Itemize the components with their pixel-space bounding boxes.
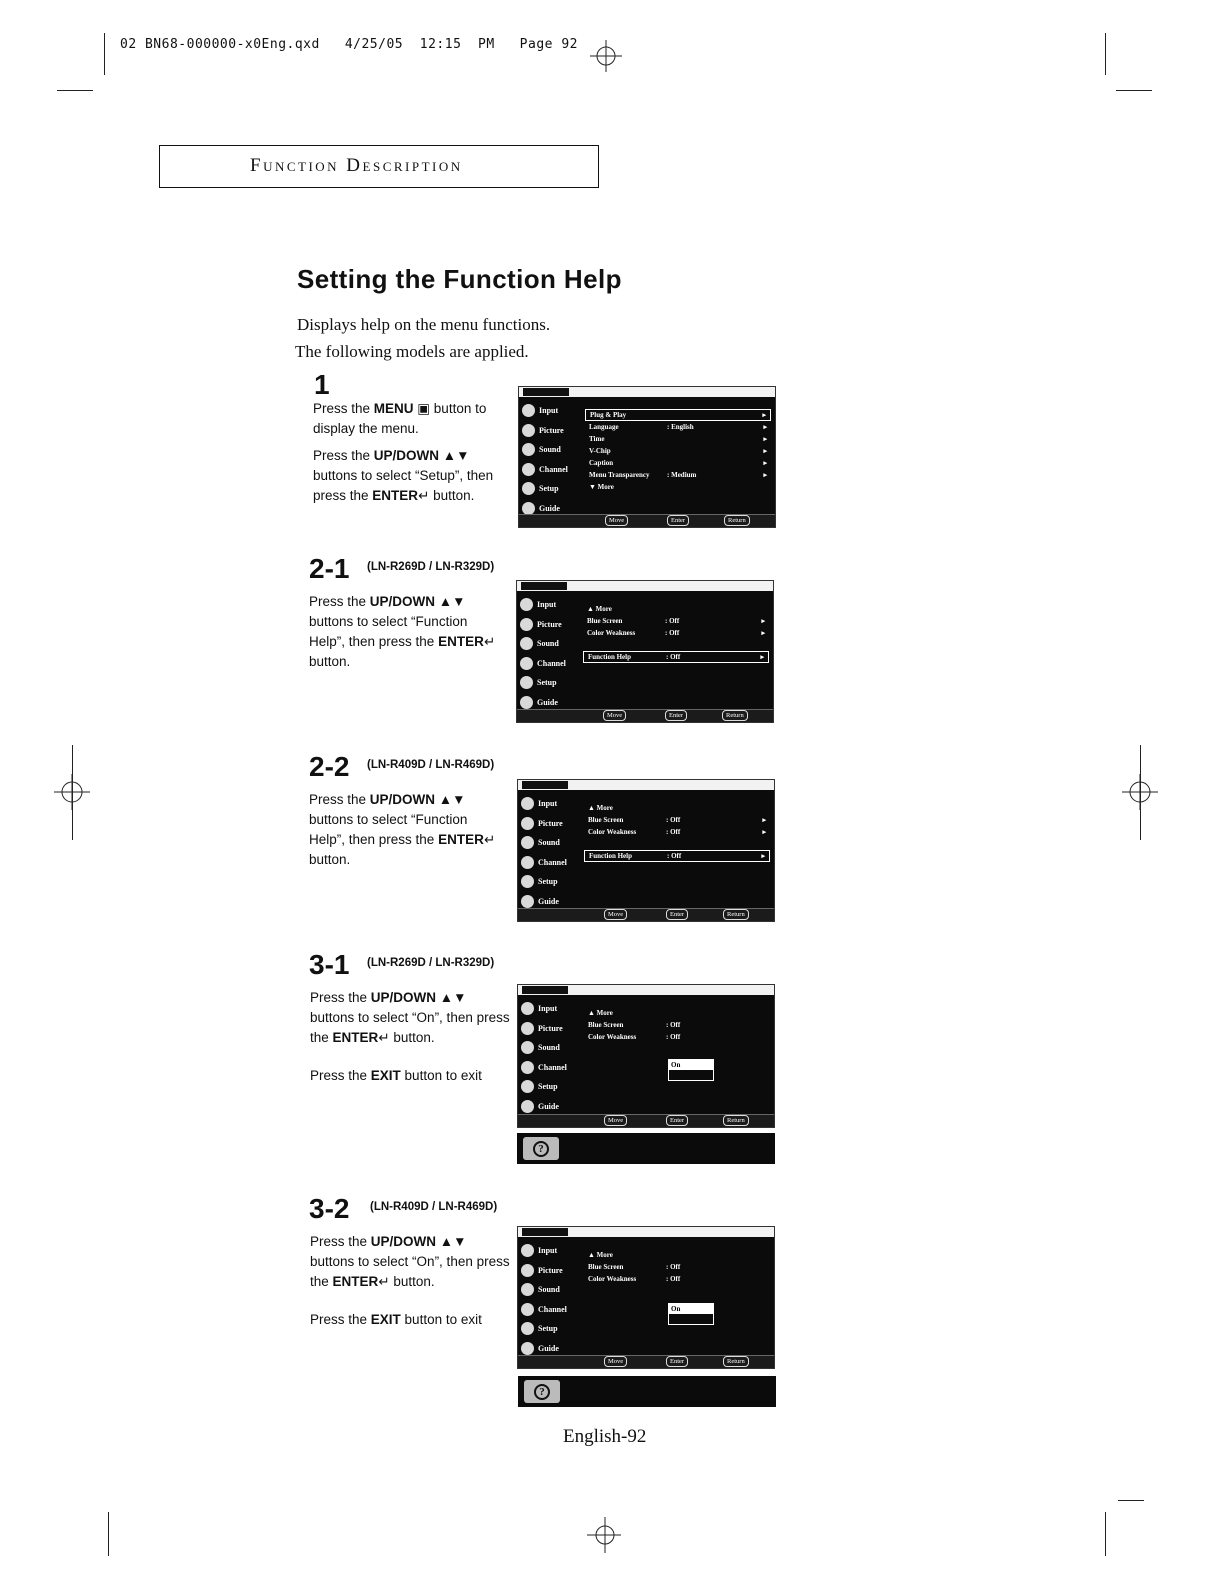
intro-line-1: Displays help on the menu functions.: [297, 315, 551, 334]
option-on: On: [669, 1304, 713, 1314]
sound-icon: [521, 1041, 534, 1054]
guide-icon: [520, 696, 533, 709]
crop-mark-top-left-v: [104, 33, 105, 75]
input-icon: [521, 797, 534, 810]
page-footer: English-92: [563, 1426, 647, 1447]
setup-icon: [521, 1322, 534, 1335]
picture-icon: [521, 1022, 534, 1035]
sound-icon: [521, 836, 534, 849]
registration-mark-top: [588, 38, 624, 74]
help-icon: ?: [523, 1137, 559, 1160]
enter-icon: ↵: [378, 1274, 390, 1289]
picture-icon: [520, 618, 533, 631]
step-number: 2-1: [309, 553, 350, 584]
crop-mark-top-left-h: [57, 90, 93, 91]
tv-screen-function-help: Input Picture Sound Channel Setup Guide ▲ More Blue Screen : Off ▸ Color Weakness : Off ▸ Function Help : Off ▸ Move Enter Return: [516, 580, 774, 723]
help-bar: [517, 1133, 775, 1164]
menu-row-function-help: Function Help : Off ▸: [584, 850, 770, 862]
setup-icon: [521, 875, 534, 888]
tv-screen-function-help: Input Picture Sound Channel Setup Guide ▲ More Blue Screen : Off ▸ Color Weakness : Off ▸ Function Help : Off ▸ Move Enter Return: [517, 779, 775, 922]
crop-mark-left-v: [72, 745, 73, 840]
menu-row-more: ▼ More: [589, 483, 614, 491]
guide-icon: [521, 1100, 534, 1113]
guide-icon: [522, 502, 535, 515]
channel-icon: [520, 657, 533, 670]
menu-row-function-help: Function Help : Off ▸: [583, 651, 769, 663]
enter-icon: ↵: [483, 832, 496, 847]
on-off-popup: [668, 1059, 714, 1081]
tv-button-bar: Move Enter Return: [519, 514, 775, 527]
menu-row-vchip: V-Chip ▸: [589, 447, 767, 455]
step-models: (LN-R269D / LN-R329D): [367, 561, 495, 573]
up-down-icon: ▲▼: [435, 594, 466, 609]
intro-line-2: The following models are applied.: [295, 342, 529, 361]
step-3-1-text-a: Press the UP/DOWN ▲▼ buttons to select “On”, then press the ENTER↵ button.: [310, 990, 510, 1045]
picture-icon: [521, 1264, 534, 1277]
menu-icon: ▣: [413, 401, 434, 416]
step-models: (LN-R409D / LN-R469D): [370, 1201, 498, 1213]
menu-row-menu-transparency: Menu Transparency : Medium ▸: [589, 471, 767, 479]
help-icon: ?: [524, 1380, 560, 1403]
up-down-icon: ▲▼: [435, 792, 466, 807]
guide-icon: [521, 1342, 534, 1355]
channel-icon: [521, 1061, 534, 1074]
input-icon: [520, 598, 533, 611]
tv-sidebar: Input Picture Sound Channel Setup Guide: [522, 401, 578, 518]
step-models: (LN-R409D / LN-R469D): [367, 759, 495, 771]
print-slug: 02 BN68-000000-x0Eng.qxd 4/25/05 12:15 PM Page 92: [120, 37, 578, 52]
sound-icon: [521, 1283, 534, 1296]
sound-icon: [520, 637, 533, 650]
step-3-1-text-b: Press the EXIT button to exit: [310, 1068, 482, 1083]
section-label: Function Description: [250, 155, 463, 176]
input-icon: [521, 1002, 534, 1015]
on-off-popup: [668, 1303, 714, 1325]
help-bar: [518, 1376, 776, 1407]
menu-row-caption: Caption ▸: [589, 459, 767, 467]
page-title: Setting the Function Help: [297, 264, 622, 294]
setup-icon: [522, 482, 535, 495]
guide-icon: [521, 895, 534, 908]
step-3-2-text-b: Press the EXIT button to exit: [310, 1312, 482, 1327]
menu-row-plug-play: Plug & Play ▸: [585, 409, 771, 421]
option-on: On: [669, 1060, 713, 1070]
crop-mark-top-right-v: [1105, 33, 1106, 75]
step-2-1-text: Press the UP/DOWN ▲▼ buttons to select “Function Help”, then press the ENTER↵ button.: [309, 594, 496, 669]
channel-icon: [521, 856, 534, 869]
step-models: (LN-R269D / LN-R329D): [367, 957, 495, 969]
setup-icon: [521, 1080, 534, 1093]
step-1-text-b: Press the UP/DOWN ▲▼ buttons to select “Setup”, then press the ENTER↵ button.: [313, 448, 494, 503]
crop-mark-top-right-h: [1116, 90, 1152, 91]
menu-row-language: Language : English ▸: [589, 423, 767, 431]
step-number: 2-2: [309, 751, 350, 782]
step-2-2-text: Press the UP/DOWN ▲▼ buttons to select “Function Help”, then press the ENTER↵ button.: [309, 792, 496, 867]
crop-mark-bottom-right-h: [1118, 1500, 1144, 1501]
tv-screen-function-help-on: Input Picture Sound Channel Setup Guide ▲ More Blue Screen : Off Color Weakness : Off On Move Enter Return: [517, 1226, 775, 1369]
up-down-icon: ▲▼: [439, 448, 470, 463]
setup-icon: [520, 676, 533, 689]
up-down-icon: ▲▼: [436, 1234, 467, 1249]
crop-mark-bottom-left-v: [108, 1512, 109, 1556]
tv-screen-function-help-on: Input Picture Sound Channel Setup Guide ▲ More Blue Screen : Off Color Weakness : Off On Move Enter Return: [517, 984, 775, 1128]
up-down-icon: ▲▼: [436, 990, 467, 1005]
enter-icon: ↵: [378, 1030, 390, 1045]
sound-icon: [522, 443, 535, 456]
step-number: 1: [314, 369, 330, 400]
step-1-text-a: Press the MENU ▣ button to display the menu.: [313, 401, 487, 436]
channel-icon: [522, 463, 535, 476]
registration-mark-bottom: [587, 1517, 623, 1553]
menu-row-time: Time ▸: [589, 435, 767, 443]
step-number: 3-1: [309, 949, 350, 980]
input-icon: [521, 1244, 534, 1257]
enter-icon: ↵: [483, 634, 496, 649]
step-3-2-text-a: Press the UP/DOWN ▲▼ buttons to select “On”, then press the ENTER↵ button.: [310, 1234, 510, 1289]
crop-mark-bottom-right-v: [1105, 1512, 1106, 1556]
input-icon: [522, 404, 535, 417]
tv-screen-setup-menu: [518, 386, 776, 528]
crop-mark-right-v: [1140, 745, 1141, 840]
enter-icon: ↵: [418, 488, 430, 503]
step-number: 3-2: [309, 1193, 350, 1224]
picture-icon: [522, 424, 535, 437]
channel-icon: [521, 1303, 534, 1316]
picture-icon: [521, 817, 534, 830]
